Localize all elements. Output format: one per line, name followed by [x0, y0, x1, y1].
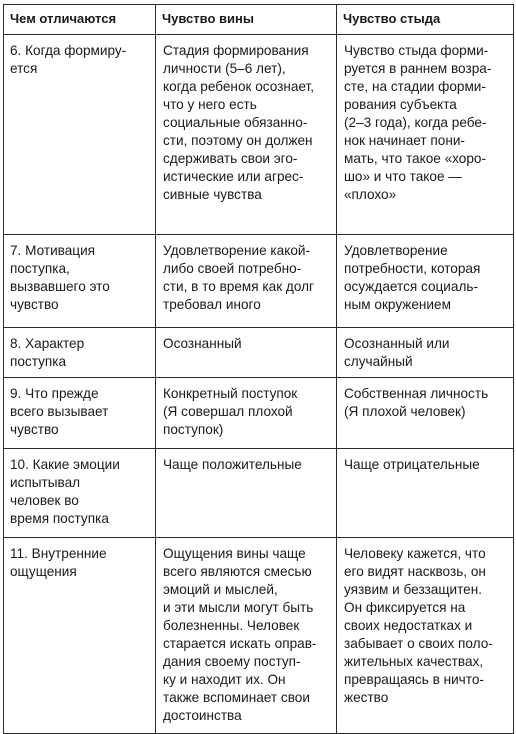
criterion-cell: 10. Какие эмоции испытывал человек во время поступка: [4, 449, 156, 538]
table-row: [4, 449, 514, 538]
header-criterion: Чем отличаются: [4, 5, 156, 35]
guilt-cell: Удовлетворение какой- либо своей потребно- сти, в то время как долг требовал иного: [156, 235, 337, 328]
table-row: [4, 235, 514, 328]
shame-cell: Осознанный или случайный: [337, 328, 514, 378]
shame-cell: Удовлетворение потребности, которая осуждается социаль- ным окружением: [337, 235, 514, 328]
table-row: [4, 538, 514, 734]
criterion-cell: 7. Мотивация поступка, вызвавшего это чувство: [4, 235, 156, 328]
comparison-table: [3, 4, 514, 734]
criterion-cell: 9. Что прежде всего вызывает чувство: [4, 378, 156, 449]
criterion-cell: 6. Когда формиру- ется: [4, 35, 156, 235]
header-shame: Чувство стыда: [337, 5, 514, 35]
criterion-cell: 8. Характер поступка: [4, 328, 156, 378]
guilt-cell: Осознанный: [156, 328, 337, 378]
shame-cell: Собственная личность (Я плохой человек): [337, 378, 514, 449]
guilt-cell: Ощущения вины чаще всего являются смесью эмоций и мыслей, и эти мысли могут быть болезненны. Человек старается искать оправ- дания своему поступ- ку и находит их. Он также вспоминает свои достоинства: [156, 538, 337, 734]
header-guilt: Чувство вины: [156, 5, 337, 35]
table-row: [4, 378, 514, 449]
shame-cell: Чаще отрицательные: [337, 449, 514, 538]
guilt-cell: Конкретный поступок (Я совершал плохой поступок): [156, 378, 337, 449]
shame-cell: Чувство стыда форми- руется в раннем возра- сте, на стадии форми- рования субъекта (2–3 года), когда ребе- нок начинает пони- мать, что такое «хоро- шо» и что такое — «плохо»: [337, 35, 514, 235]
header-row: [4, 5, 514, 35]
criterion-cell: 11. Внутренние ощущения: [4, 538, 156, 734]
shame-cell: Человеку кажется, что его видят насквозь, он уязвим и беззащитен. Он фиксируется на своих недостатках и забывает о своих поло- жительных качествах, превращаясь в ничто- жество: [337, 538, 514, 734]
table-row: [4, 35, 514, 235]
guilt-cell: Чаще положительные: [156, 449, 337, 538]
guilt-cell: Стадия формирования личности (5–6 лет), когда ребенок осознает, что у него есть социальные обязанно- сти, поэтому он должен сдерживать свои эго- истические или агрес- сивные чувства: [156, 35, 337, 235]
table-row: [4, 328, 514, 378]
